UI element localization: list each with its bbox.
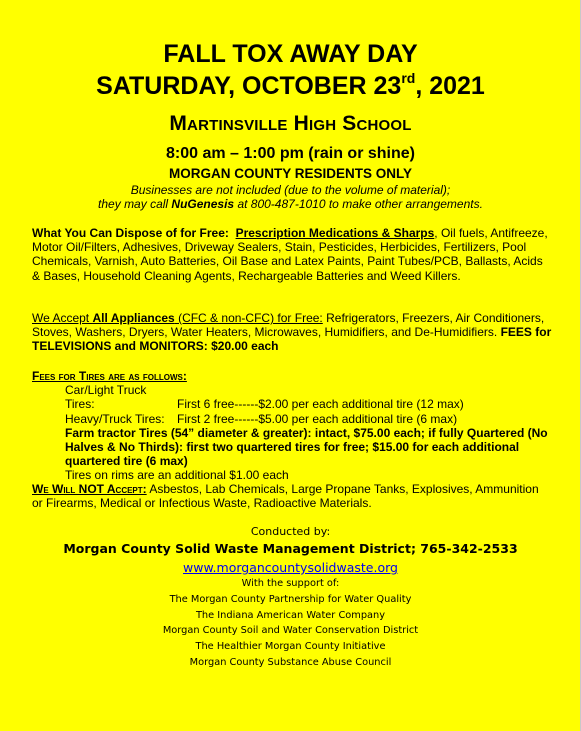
- event-date-suffix: rd: [401, 70, 416, 86]
- supporter-item: Morgan County Substance Abuse Council: [189, 656, 392, 668]
- supporter-item: The Morgan County Partnership for Water Quality: [169, 593, 412, 605]
- residents-only-notice: MORGAN COUNTY RESIDENTS ONLY: [168, 166, 413, 181]
- tire-fees-heading: Fees for Tires are as follows:: [32, 369, 187, 383]
- conducted-by-label: Conducted by:: [250, 525, 331, 538]
- event-date-year: , 2021: [415, 72, 485, 100]
- free-disposal-section: [32, 226, 552, 283]
- tv-monitor-fees: FEES for TELEVISIONS and MONITORS: $20.00 each: [32, 325, 552, 354]
- rim-tire-fee: Tires on rims are an additional $1.00 each: [65, 468, 289, 483]
- event-title: FALL TOX AWAY DAY: [163, 40, 418, 68]
- not-accepted-items: Asbestos, Lab Chemicals, Large Propane Tanks, Explosives, Ammunition or Firearms, Medical or Infectious Waste, Radioactive Materials.: [32, 482, 539, 511]
- supporter-item: Morgan County Soil and Water Conservation District: [162, 625, 419, 637]
- supporters-list: [0, 576, 581, 671]
- appliances-section: [32, 311, 552, 354]
- business-notice-line1: Businesses are not included (due to the volume of material);: [130, 183, 451, 197]
- website-link[interactable]: www.morgancountysolidwaste.org: [183, 560, 398, 575]
- free-disposal-heading: What You Can Dispose of for Free:: [32, 226, 229, 240]
- support-heading: With the support of:: [241, 578, 340, 589]
- tire-fees-section: [32, 369, 552, 483]
- car-tire-fee: Car/Light Truck Tires: First 6 free------$2.00 per each additional tire (12 max): [65, 383, 464, 412]
- appliances-heading: We Accept All Appliances (CFC & non-CFC) for Free:: [32, 311, 323, 325]
- business-notice: [0, 183, 581, 211]
- heavy-tire-fee: Heavy/Truck Tires: First 2 free------$5.00 per each additional tire (6 max): [65, 411, 458, 426]
- supporter-item: The Indiana American Water Company: [195, 609, 386, 621]
- supporter-item: The Healthier Morgan County Initiative: [195, 641, 386, 653]
- business-contact-company: NuGenesis: [171, 197, 235, 211]
- free-disposal-items: , Oil fuels, Antifreeze, Motor Oil/Filters, Adhesives, Driveway Sealers, Stain, Pesticides, Herbicides, Fertilizers, Pool Chemicals, Varnish, Auto Batteries, Oil Base and Latex Paints, Paint Tubes/PCB, Ballasts, Acids & Bases, Household Cleaning Agents, Rechargeable Batteries and Weed Killers.: [32, 226, 548, 283]
- event-venue: Martinsville High School: [169, 112, 412, 135]
- business-notice-line2: they may call NuGenesis at 800-487-1010 to make other arrangements.: [98, 197, 483, 211]
- farm-tire-fee: Farm tractor Tires (54” diameter & greater): intact, $75.00 each; if fully Quartered (No Halves & No Thirds): first two quartered tires for free; $15.00 for each additional quartered tire (6 max): [65, 425, 548, 469]
- event-time: 8:00 am – 1:00 pm (rain or shine): [166, 145, 415, 162]
- event-date-main: SATURDAY, OCTOBER 23: [96, 72, 402, 100]
- free-disposal-highlight: Prescription Medications & Sharps: [235, 226, 435, 240]
- not-accepted-heading: We Will NOT Accept:: [32, 482, 147, 496]
- appliances-items: Refrigerators, Freezers, Air Conditioners, Stoves, Washers, Dryers, Water Heaters, Microwaves, Humidifiers, and De-Humidifiers.: [32, 311, 545, 340]
- organizer-name: Morgan County Solid Waste Management District; 765-342-2533: [63, 541, 518, 556]
- event-date: [0, 72, 581, 101]
- not-accepted-section: [32, 482, 552, 510]
